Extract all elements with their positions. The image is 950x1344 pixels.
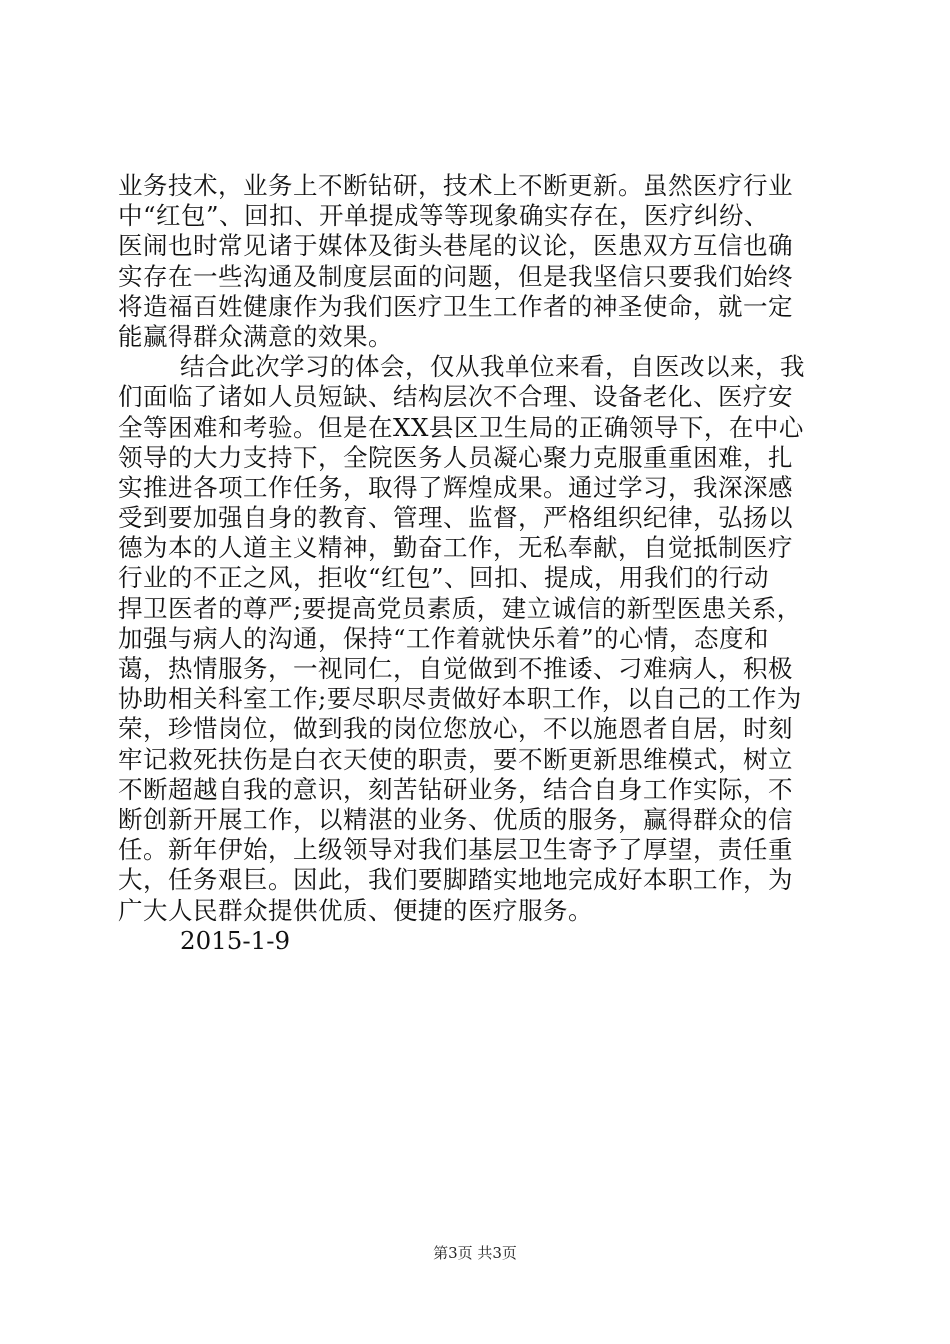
text-line: 医闹也时常见诸于媒体及街头巷尾的议论，医患双方互信也确: [118, 231, 793, 261]
text-line: 荣，珍惜岗位，做到我的岗位您放心，不以施恩者自居，时刻: [118, 714, 793, 744]
paragraph-2: [118, 352, 838, 926]
document-body: [118, 171, 838, 956]
text-line: 蔼，热情服务，一视同仁，自觉做到不推诿、刁难病人，积极: [118, 654, 793, 683]
paragraph-1: [118, 171, 838, 352]
text-line: 行业的不正之风，拒收“红包”、回扣、提成，用我们的行动: [118, 563, 770, 593]
text-line: 大，任务艰巨。因此，我们要脚踏实地地完成好本职工作，为: [118, 865, 793, 895]
text-line: 加强与病人的沟通，保持“工作着就快乐着”的心情，态度和: [118, 623, 770, 653]
text-line: 们面临了诸如人员短缺、结构层次不合理、设备老化、医疗安: [118, 382, 793, 412]
text-line: 广大人民群众提供优质、便捷的医疗服务。: [118, 895, 593, 925]
text-line: 领导的大力支持下，全院医务人员凝心聚力克服重重困难，扎: [118, 442, 793, 472]
page-footer: [0, 1243, 950, 1263]
text-line: 业务技术，业务上不断钻研，技术上不断更新。虽然医疗行业: [118, 171, 793, 200]
text-line: 捍卫医者的尊严;要提高党员素质，建立诚信的新型医患关系，: [118, 593, 802, 623]
text-line: 全等困难和考验。但是在XX县区卫生局的正确领导下，在中心: [118, 412, 804, 442]
text-line: 断创新开展工作，以精湛的业务、优质的服务，赢得群众的信: [118, 804, 793, 834]
text-line: 能赢得群众满意的效果。: [118, 321, 393, 351]
text-line: 任。新年伊始，上级领导对我们基层卫生寄予了厚望，责任重: [118, 835, 793, 865]
page-number-label: 第3页 共3页: [433, 1244, 517, 1262]
text-line: 将造福百姓健康作为我们医疗卫生工作者的神圣使命，就一定: [118, 291, 793, 321]
text-line: 受到要加强自身的教育、管理、监督，严格组织纪律，弘扬以: [118, 503, 793, 533]
text-line: 中“红包”、回扣、开单提成等等现象确实存在，医疗纠纷、: [118, 201, 770, 231]
text-line: 结合此次学习的体会，仅从我单位来看，自医改以来，我: [180, 352, 805, 382]
document-date: 2015-1-9: [180, 925, 291, 955]
text-line: 协助相关科室工作;要尽职尽责做好本职工作，以自己的工作为: [118, 684, 802, 714]
text-line: 实存在一些沟通及制度层面的问题，但是我坚信只要我们始终: [118, 261, 793, 291]
text-line: 不断超越自我的意识，刻苦钻研业务，结合自身工作实际，不: [118, 774, 793, 804]
text-line: 德为本的人道主义精神，勤奋工作，无私奉献，自觉抵制医疗: [118, 533, 793, 563]
text-line: 实推进各项工作任务，取得了辉煌成果。通过学习，我深深感: [118, 472, 793, 502]
text-line: 牢记救死扶伤是白衣天使的职责，要不断更新思维模式，树立: [118, 744, 793, 774]
